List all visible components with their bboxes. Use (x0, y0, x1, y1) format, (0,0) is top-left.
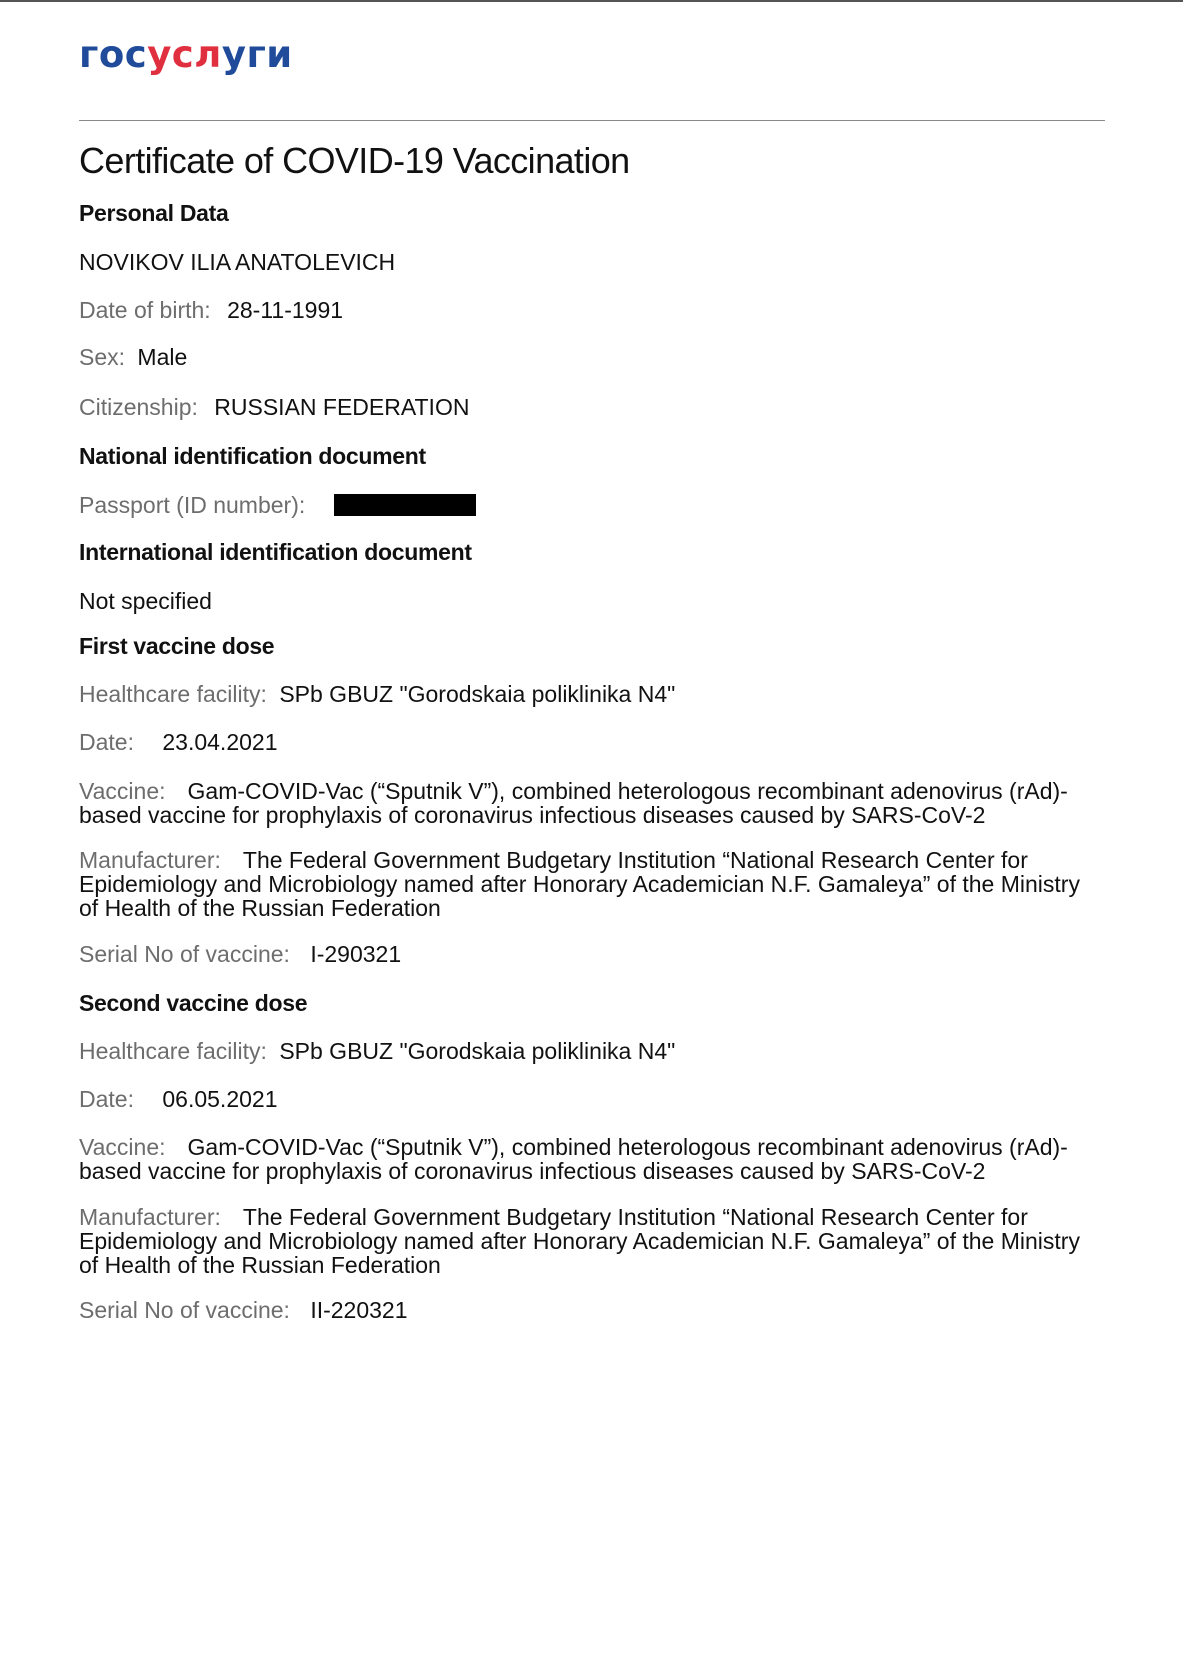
second-dose-manufacturer-value: The Federal Government Budgetary Institution “National Research Center for Epidemiology and Microbiology named after Honorary Academician N.F. Gamaleya” of the Ministry of Health of the Russian Federation (79, 1204, 1080, 1278)
dob-value: 28-11-1991 (227, 297, 344, 323)
second-dose-facility-value: SPb GBUZ "Gorodskaia poliklinika N4" (279, 1038, 676, 1064)
first-dose-date-label: Date: (79, 729, 134, 755)
dob-row (79, 296, 343, 324)
first-dose-date-value: 23.04.2021 (162, 729, 278, 755)
second-dose-manufacturer-row (79, 1205, 1105, 1277)
second-dose-date-value: 06.05.2021 (162, 1086, 278, 1112)
personal-data-heading: Personal Data (79, 200, 229, 226)
citizenship-label: Citizenship: (79, 394, 198, 420)
second-dose-heading: Second vaccine dose (79, 990, 308, 1016)
second-dose-vaccine-value: Gam-COVID-Vac (“Sputnik V”), combined heterologous recombinant adenovirus (rAd)-based vaccine for prophylaxis of coronavirus infectious diseases caused by SARS-CoV-2 (79, 1134, 1068, 1184)
passport-label: Passport (ID number): (79, 492, 306, 518)
first-dose-vaccine-row (79, 779, 1105, 827)
second-dose-vaccine-label: Vaccine: (79, 1134, 166, 1160)
first-dose-serial-label: Serial No of vaccine: (79, 941, 290, 967)
dob-label: Date of birth: (79, 297, 211, 323)
first-dose-vaccine-value: Gam-COVID-Vac (“Sputnik V”), combined heterologous recombinant adenovirus (rAd)-based vaccine for prophylaxis of coronavirus infectious diseases caused by SARS-CoV-2 (79, 778, 1068, 828)
second-dose-date-row (79, 1085, 278, 1113)
second-dose-facility-label: Healthcare facility: (79, 1038, 267, 1064)
first-dose-vaccine-label: Vaccine: (79, 778, 166, 804)
international-id-value: Not specified (79, 588, 212, 614)
passport-redaction-bar (334, 494, 476, 516)
logo-part-ugi: уги (221, 33, 293, 76)
sex-label: Sex: (79, 344, 126, 370)
page-title: Certificate of COVID-19 Vaccination (79, 140, 630, 181)
first-dose-manufacturer-row (79, 848, 1105, 920)
second-dose-facility-row (79, 1037, 675, 1065)
second-dose-vaccine-row (79, 1135, 1105, 1183)
first-dose-manufacturer-value: The Federal Government Budgetary Institution “National Research Center for Epidemiology and Microbiology named after Honorary Academician N.F. Gamaleya” of the Ministry of Health of the Russian Federation (79, 847, 1080, 921)
first-dose-facility-value: SPb GBUZ "Gorodskaia poliklinika N4" (279, 681, 676, 707)
gosuslugi-logo (79, 33, 293, 76)
first-dose-facility-row (79, 680, 675, 708)
full-name: NOVIKOV ILIA ANATOLEVICH (79, 249, 396, 275)
header-divider (79, 120, 1105, 121)
logo-part-usl: усл (147, 33, 222, 76)
sex-row (79, 343, 187, 371)
logo-part-gos: гос (79, 33, 148, 76)
sex-value: Male (137, 344, 188, 370)
national-id-heading: National identification document (79, 443, 426, 469)
international-id-heading: International identification document (79, 539, 472, 565)
citizenship-row (79, 393, 469, 421)
first-dose-manufacturer-label: Manufacturer: (79, 847, 221, 873)
citizenship-value: RUSSIAN FEDERATION (214, 394, 470, 420)
first-dose-serial-value: I-290321 (310, 941, 402, 967)
first-dose-date-row (79, 728, 278, 756)
second-dose-serial-value: II-220321 (310, 1297, 408, 1323)
passport-row (79, 491, 476, 519)
second-dose-manufacturer-label: Manufacturer: (79, 1204, 221, 1230)
first-dose-heading: First vaccine dose (79, 633, 275, 659)
second-dose-serial-label: Serial No of vaccine: (79, 1297, 290, 1323)
first-dose-facility-label: Healthcare facility: (79, 681, 267, 707)
first-dose-serial-row (79, 940, 401, 968)
second-dose-date-label: Date: (79, 1086, 134, 1112)
page-top-border (0, 0, 1183, 2)
second-dose-serial-row (79, 1296, 408, 1324)
